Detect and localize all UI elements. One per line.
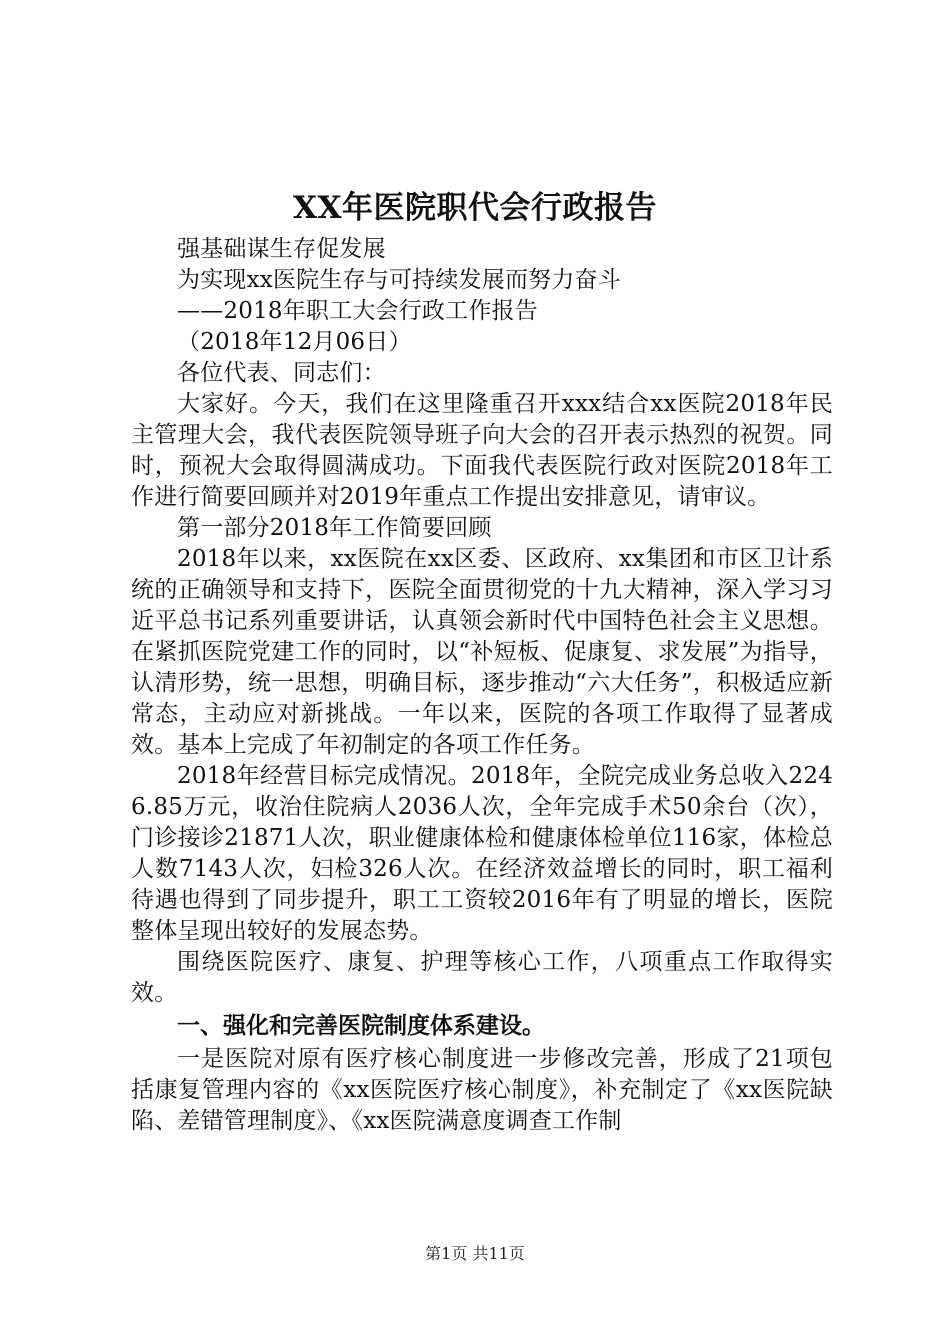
document-title: XX年医院职代会行政报告 [292,190,658,226]
report-date: （2018年12月06日） [177,329,412,355]
part-one-title: 第一部分2018年工作简要回顾 [177,515,492,541]
subtitle-line: 为实现xx医院生存与可持续发展而努力奋斗 [177,267,621,293]
subtitle-line: 强基础谋生存促发展 [177,236,386,262]
paragraph-review: 2018年以来，xx医院在xx区委、区政府、xx集团和市区卫计系统的正确领导和支持下，医院全面贯彻党的十九大精神，深入学习习近平总书记系列重要讲话，认真领会新时代中国特色社会主义思想。在紧抓医院党建工作的同时，以“补短板、促康复、求发展”为指导，认清形势，统一思想，明确目标，逐步推动“六大任务”，积极适应新常态，主动应对新挑战。一年以来，医院的各项工作取得了显著成效。基本上完成了年初制定的各项工作任务。 [131,546,833,758]
paragraph-targets: 2018年经营目标完成情况。2018年，全院完成业务总收入2246.85万元，收治住院病人2036人次，全年完成手术50余台（次），门诊接诊21871人次，职业健康体检和健康体检单位116家，体检总人数7143人次，妇检326人次。在经济效益增长的同时，职工福利待遇也得到了同步提升，职工工资较2016年有了明显的增长，医院整体呈现出较好的发展态势。 [131,763,833,944]
paragraph-welcome: 大家好。今天，我们在这里隆重召开xxx结合xx医院2018年民主管理大会，我代表医院领导班子向大会的召开表示热烈的祝贺。同时，预祝大会取得圆满成功。下面我代表医院行政对医院2018年工作进行简要回顾并对2019年重点工作提出安排意见，请审议。 [131,391,833,510]
page-footer: 第1页 共11页 [425,1244,525,1263]
section-heading: 一、强化和完善医院制度体系建设。 [177,1013,545,1039]
salutation: 各位代表、同志们： [177,360,386,386]
document-body [131,234,833,1137]
subtitle-line: ——2018年职工大会行政工作报告 [177,298,538,324]
paragraph-focus: 围绕医院医疗、康复、护理等核心工作，八项重点工作取得实效。 [131,949,833,1006]
paragraph-system: 一是医院对原有医疗核心制度进一步修改完善，形成了21项包括康复管理内容的《xx医院医疗核心制度》，补充制定了《xx医院缺陷、差错管理制度》、《xx医院满意度调查工作制 [131,1046,833,1134]
